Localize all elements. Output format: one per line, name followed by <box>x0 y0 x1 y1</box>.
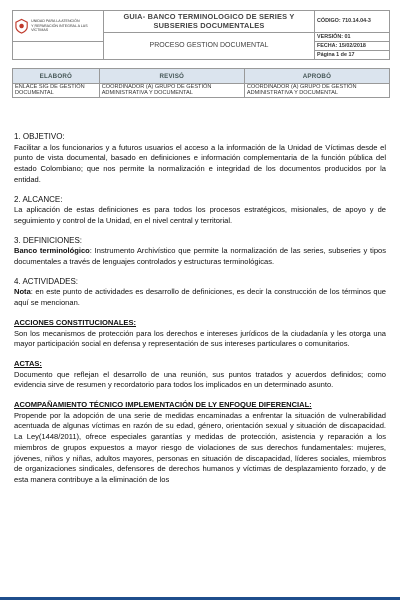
alcance-heading: 2. ALCANCE: <box>14 194 63 204</box>
actividades-note <box>14 287 386 308</box>
aprobo-value: COORDINADOR (A) GRUPO DE GESTIÓN ADMINISTRATIVA Y DOCUMENTAL <box>244 84 389 98</box>
definicion-banco-terminologico <box>14 246 386 267</box>
elaboro-header: ELABORÓ <box>13 69 100 84</box>
document-date: FECHA: 15/02/2018 <box>315 41 390 50</box>
logo-line-2: Y REPARACIÓN INTEGRAL A LAS VÍCTIMAS <box>31 23 88 33</box>
aprobo-header: APROBÓ <box>244 69 389 84</box>
actividades-heading: 4. ACTIVIDADES: <box>14 276 79 286</box>
document-code: CÓDIGO: 710.14.04-3 <box>315 11 390 33</box>
reviso-header: REVISÓ <box>99 69 244 84</box>
document-title: GUIA- BANCO TERMINOLOGICO DE SERIES Y SUBSERIES DOCUMENTALES <box>104 11 315 33</box>
objetivo-text: Facilitar a los funcionarios y a futuros usuarios el acceso a la información de la Unidad de Víctimas desde el punto de vista documental, basado en definiciones e información complementaria de la función pública del estado Colombiano; que nos permite la normalización e integridad de los documentos producidos por la entidad. <box>14 142 386 184</box>
banco-terminologico-text: : Instrumento Archivístico que permite la normalización de las series, subseries y tipos documentales a través de lenguajes controlados y estructuras terminológicas. <box>14 246 386 267</box>
elaboro-value: ENLACE SIG DE GESTIÓN DOCUMENTAL <box>13 84 100 98</box>
term-title-acciones: ACCIONES CONSTITUCIONALES: <box>14 317 137 327</box>
term-title-acompanamiento: ACOMPAÑAMIENTO TÉCNICO IMPLEMENTACIÓN DE LY ENFOQUE DIFERENCIAL: <box>14 400 312 410</box>
logo-cell <box>13 11 104 42</box>
term-banco-terminologico: Banco terminológico <box>14 246 90 256</box>
term-text-acompanamiento: Propende por la adopción de una serie de medidas encaminadas a enfrentar la situación de vulnerabilidad acentuada de algunas víctimas en razón de su edad, género, orientación sexual y situación de discapacidad. La Ley(1448/2011), ofrece especiales garantías y medidas de protección, asistencia y reparación a los miembros de grupos expuestos a mayor riesgo de violaciones de sus derechos fundamentales: mujeres, jóvenes, niños y niñas, adultos mayores, personas en situación de discapacidad, líderes sociales, miembros de organizaciones sindicales, defensores de derechos humanos y víctimas de desplazamiento forzado, y de esta manera contribuye a la eliminación de los <box>14 410 386 484</box>
reviso-value: COORDINADOR (A) GRUPO DE GESTIÓN ADMINISTRATIVA Y DOCUMENTAL <box>99 84 244 98</box>
seal-icon <box>15 18 28 34</box>
page-number: Página 1 de 17 <box>315 50 390 59</box>
logo-line-1: UNIDAD PARA LA ATENCIÓN <box>31 19 80 24</box>
alcance-text: La aplicación de estas definiciones es para todos los procesos estratégicos, misionales, de apoyo y de seguimiento y control de la Unidad, en el nivel central y territorial. <box>14 205 386 225</box>
note-label: Nota <box>14 287 31 297</box>
term-text-acciones: Son los mecanismos de protección para los derechos e intereses jurídicos de la ciudadanía y les otorga una mayor participación social en defensa y representación de sus intereses particulares o comunitarios. <box>14 328 386 349</box>
process-name: PROCESO GESTION DOCUMENTAL <box>104 32 315 59</box>
note-text: : en este punto de actividades es desarrollo de definiciones, es decir la construcción de los términos que aquí se mencionan. <box>14 287 386 308</box>
term-title-actas: ACTAS: <box>14 358 42 368</box>
document-version: VERSIÓN: 01 <box>315 32 390 41</box>
document-header <box>12 10 390 60</box>
approval-table <box>12 68 390 98</box>
objetivo-heading: 1. OBJETIVO: <box>14 132 65 141</box>
document-body <box>14 132 386 486</box>
logo-cell-empty <box>13 41 104 59</box>
entity-logo <box>15 18 101 34</box>
term-text-actas: Documento que reflejan el desarrollo de una reunión, sus puntos tratados y acuerdos definidos; como evidencia sirve de resumen y recordatorio para todos los implicados en un determinado asunto. <box>14 369 386 390</box>
definiciones-heading: 3. DEFINICIONES: <box>14 235 83 245</box>
